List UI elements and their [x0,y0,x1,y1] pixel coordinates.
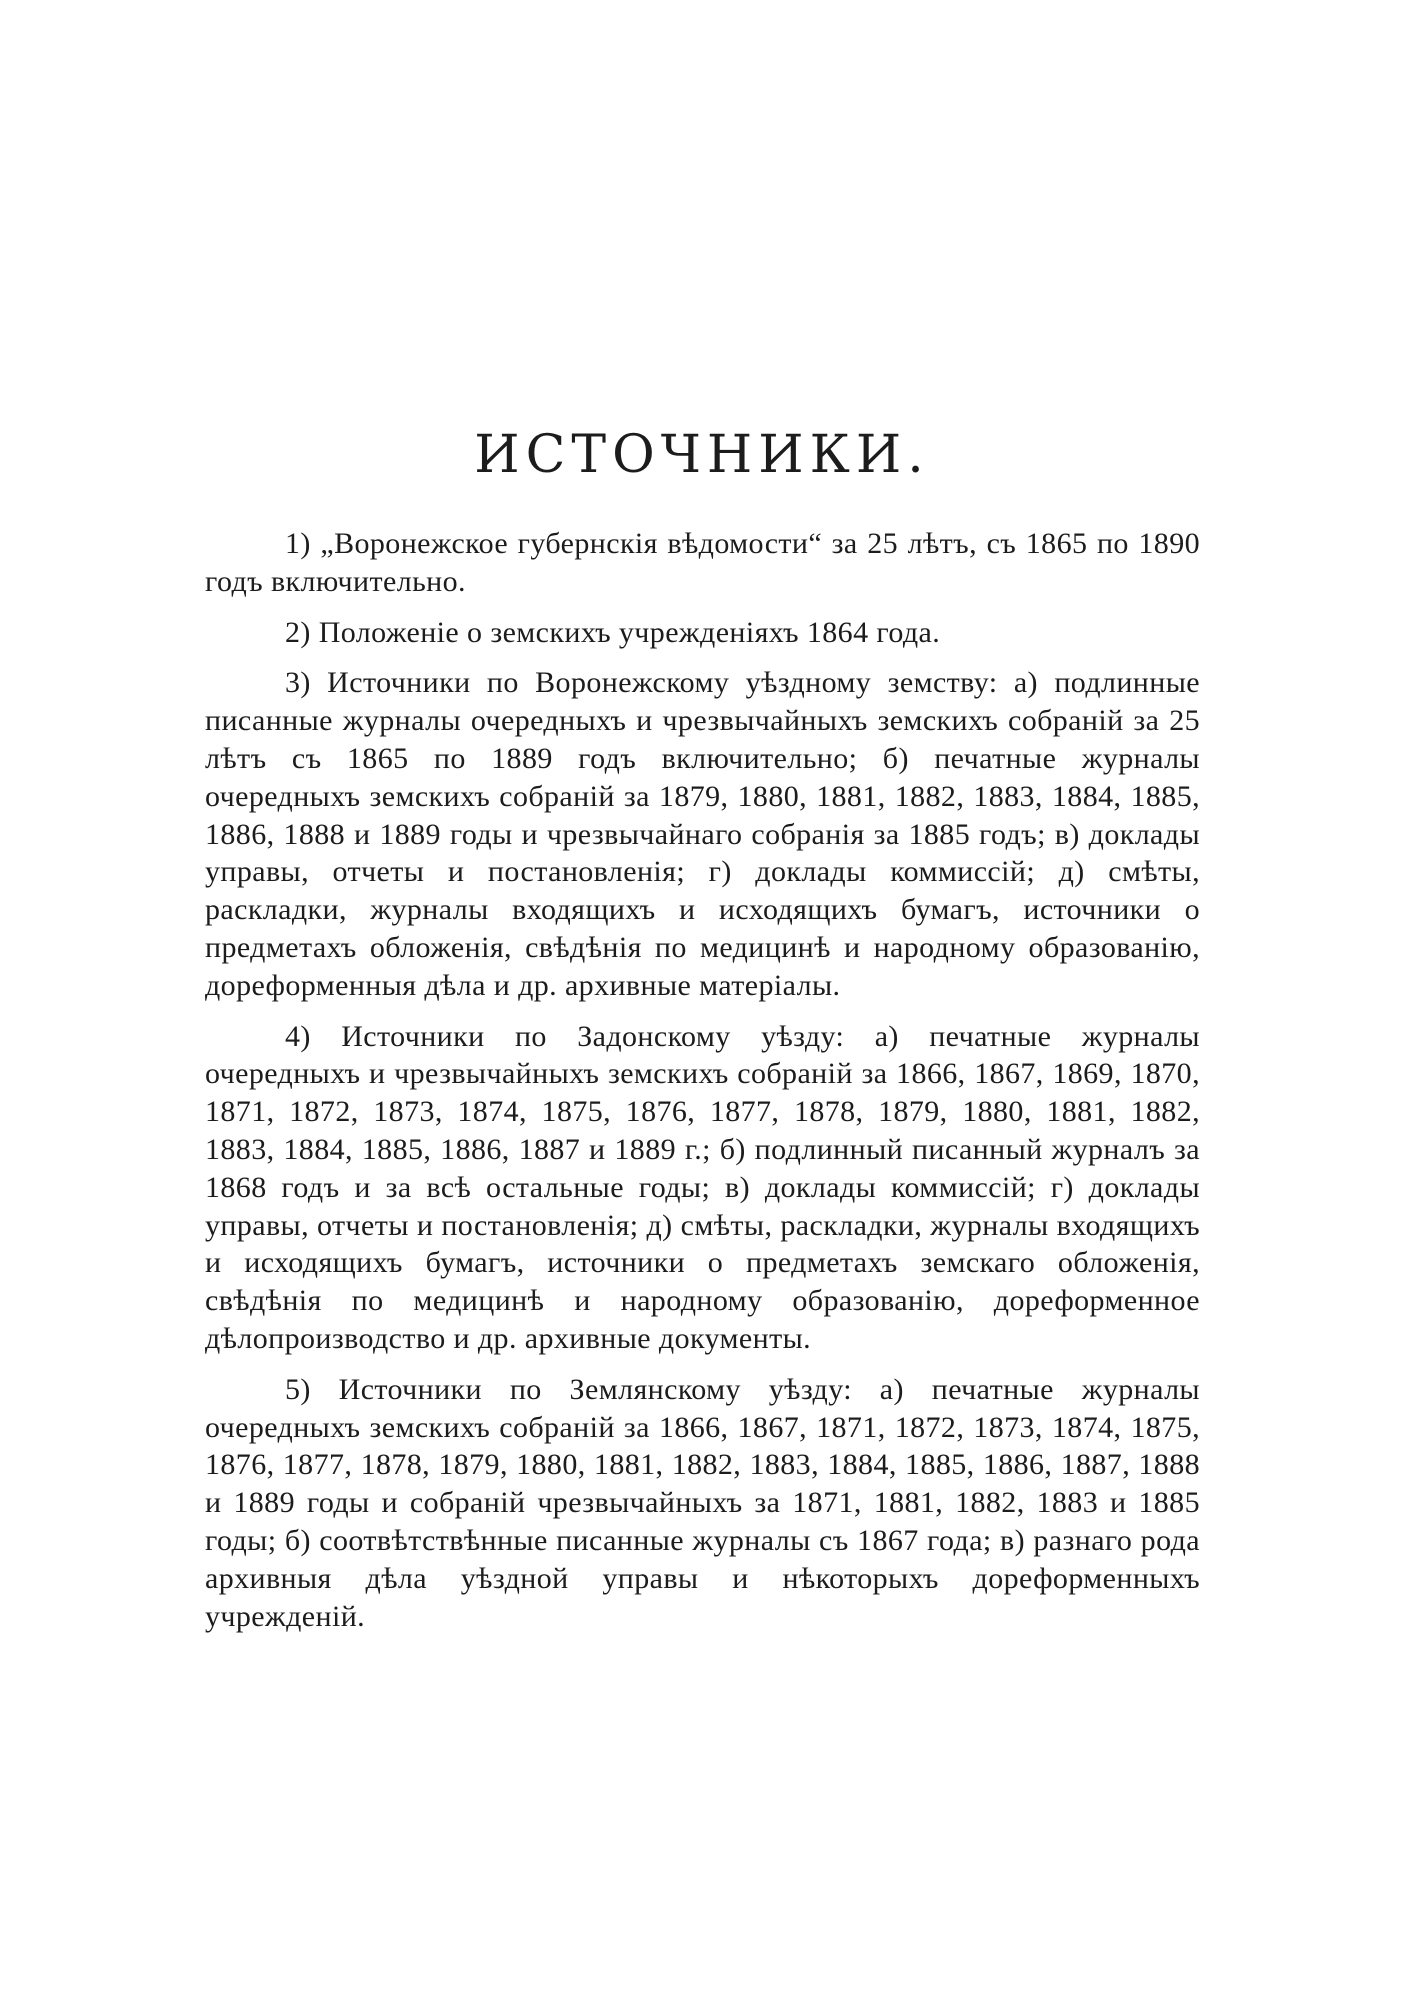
source-item-3: 3) Источники по Воронежскому уѣздному земству: а) подлинные писанные журналы очередныхъ и чрезвычайныхъ земскихъ собраній за 25 лѣтъ съ 1865 по 1889 годъ включительно; б) печатные журналы очередныхъ земскихъ собраній за 1879, 1880, 1881, 1882, 1883, 1884, 1885, 1886, 1888 и 1889 годы и чрезвычайнаго собранія за 1885 годъ; в) доклады управы, отчеты и постановленія; г) доклады коммиссій; д) смѣты, раскладки, журналы входящихъ и исходящихъ бумагъ, источники о предметахъ обложенія, свѣдѣнія по медицинѣ и народному образованію, дореформенныя дѣла и др. архивные матеріалы. [205,666,1200,1002]
source-item-5: 5) Источники по Землянскому уѣзду: а) печатные журналы очередныхъ земскихъ собраній за 1866, 1867, 1871, 1872, 1873, 1874, 1875, 1876, 1877, 1878, 1879, 1880, 1881, 1882, 1883, 1884, 1885, 1886, 1887, 1888 и 1889 годы и собраній чрезвычайныхъ за 1871, 1881, 1882, 1883 и 1885 годы; б) соотвѣтствѣнные писанные журналы съ 1867 года; в) разнаго рода архивныя дѣла уѣздной управы и нѣкоторыхъ дореформенныхъ учрежденій. [205,1372,1200,1633]
source-item-2: 2) Положеніе о земскихъ учрежденіяхъ 1864 года. [285,615,941,649]
page-title: ИСТОЧНИКИ. [474,425,930,485]
sources-list [205,525,1200,1648]
source-item-1: 1) „Воронежское губернскія вѣдомости“ за 25 лѣтъ, съ 1865 по 1890 годъ включительно. [205,527,1200,598]
source-item-4: 4) Источники по Задонскому уѣзду: а) печатные журналы очередныхъ и чрезвычайныхъ земскихъ собраній за 1866, 1867, 1869, 1870, 1871, 1872, 1873, 1874, 1875, 1876, 1877, 1878, 1879, 1880, 1881, 1882, 1883, 1884, 1885, 1886, 1887 и 1889 г.; б) подлинный писанный журналъ за 1868 годъ и за всѣ остальные годы; в) доклады коммиссій; г) доклады управы, отчеты и постановленія; д) смѣты, раскладки, журналы входящихъ и исходящихъ бумагъ, источники о предметахъ земскаго обложенія, свѣдѣнія по медицинѣ и народному образованію, дореформенное дѣлопроизводство и др. архивные документы. [205,1019,1200,1355]
